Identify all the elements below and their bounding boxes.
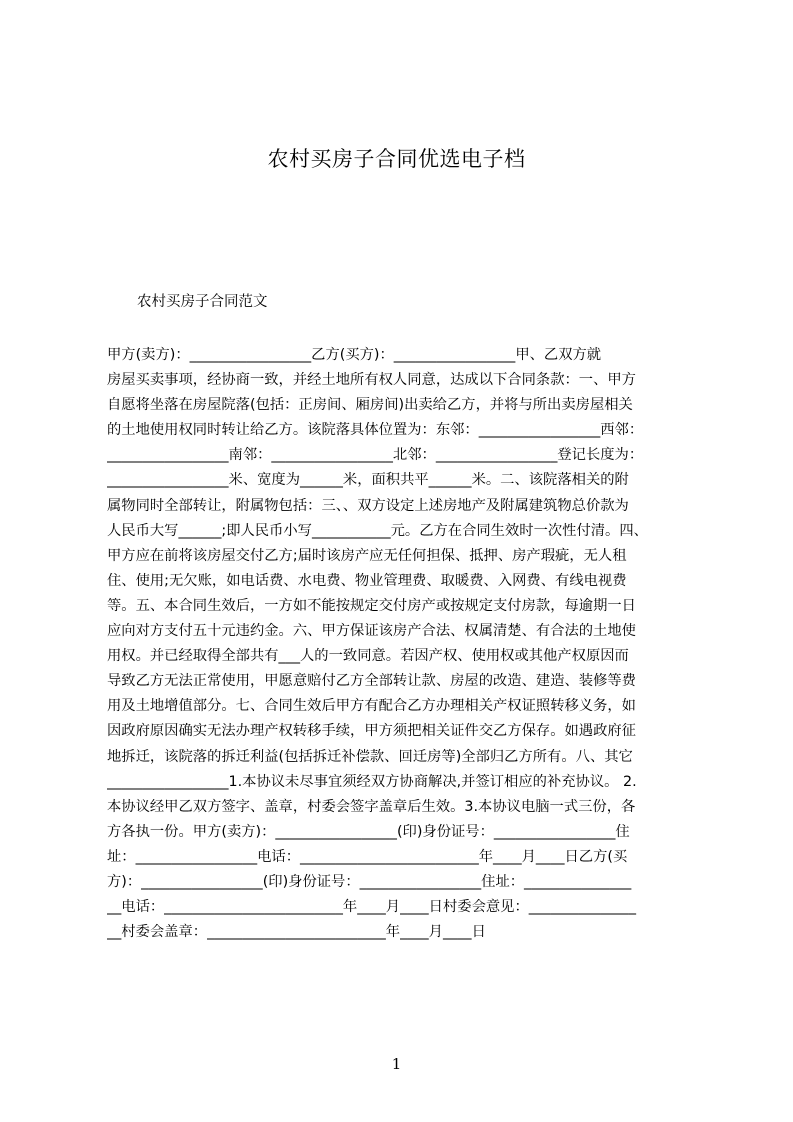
contract-line: 应向对方支付五十元违约金。六、甲方保证该房产合法、权属清楚、有合法的土地使 bbox=[107, 623, 636, 640]
contract-line: 用及土地增值部分。七、合同生效后甲方有配合乙方办理相关产权证照转移义务，如 bbox=[107, 698, 636, 715]
contract-line: 用权。并已经取得全部共有___人的一致同意。若因产权、使用权或其他产权原因而 bbox=[107, 648, 629, 665]
contract-line: 自愿将坐落在房屋院落(包括：正房间、厢房间)出卖给乙方，并将与所出卖房屋相关 bbox=[107, 397, 633, 414]
contract-line: 甲方应在前将该房屋交付乙方;届时该房产应无任何担保、抵押、房产瑕疵，无人租 bbox=[107, 547, 627, 564]
contract-line: 属物同时全部转让，附属物包括：三、、双方设定上述房地产及附属建筑物总价款为 bbox=[107, 497, 629, 514]
document-title: 农村买房子合同优选电子档 bbox=[267, 147, 526, 171]
contract-line: __村委会盖章：_________________________年____月____日 bbox=[107, 924, 486, 941]
contract-line: 住、使用;无欠账，如电话费、水电费、物业管理费、取暖费、入网费、有线电视费 bbox=[107, 572, 627, 589]
contract-line: 方各执一份。甲方(卖方)：_________________(印)身份证号：_________________住 bbox=[107, 823, 630, 840]
contract-line: __电话：_________________________年____月____日村委会意见：_______________ bbox=[107, 899, 636, 916]
contract-line: 房屋买卖事项，经协商一致，并经土地所有权人同意，达成以下合同条款：一、甲方 bbox=[107, 372, 636, 389]
contract-body bbox=[107, 343, 699, 945]
contract-line: 本协议经甲乙双方签字、盖章，村委会签字盖章后生效。3.本协议电脑一式三份，各 bbox=[107, 798, 636, 815]
contract-line: 等。五、本合同生效后，一方如不能按规定交付房产或按规定支付房款，每逾期一日 bbox=[107, 597, 636, 614]
contract-line: 地拆迁，该院落的拆迁利益(包括拆迁补偿款、回迁房等)全部归乙方所有。八、其它 bbox=[107, 748, 633, 765]
contract-line: 因政府原因确实无法办理产权转移手续，甲方须把相关证件交乙方保存。如遇政府征 bbox=[107, 723, 636, 740]
contract-line: 导致乙方无法正常使用，甲愿意赔付乙方全部转让款、房屋的改造、建造、装修等费 bbox=[107, 673, 636, 690]
contract-line: 址：_________________电话：_________________________年____月____日乙方(买 bbox=[107, 848, 628, 865]
contract-line: 甲方(卖方)：_________________乙方(买方)：_________________甲、乙双方就 bbox=[107, 347, 602, 363]
contract-line: 的土地使用权同时转让给乙方。该院落具体位置为：东邻：_________________西邻： bbox=[107, 422, 644, 439]
contract-line: _________________1.本协议未尽事宜须经双方协商解决,并签订相应的补充协议。 2. bbox=[107, 773, 637, 790]
document-subtitle: 农村买房子合同范文 bbox=[137, 294, 268, 310]
page-number: 1 bbox=[391, 1055, 402, 1073]
contract-line: 方)：_________________(印)身份证号：_________________住址：_______________ bbox=[107, 873, 632, 890]
contract-line: 人民币大写______;即人民币小写___________元。乙方在合同生效时一次性付清。四、 bbox=[107, 522, 648, 539]
contract-line: _________________米、宽度为______米，面积共平______米。二、该院落相关的附 bbox=[107, 472, 629, 489]
contract-line: _________________南邻：_________________北邻：_________________登记长度为： bbox=[107, 447, 644, 464]
